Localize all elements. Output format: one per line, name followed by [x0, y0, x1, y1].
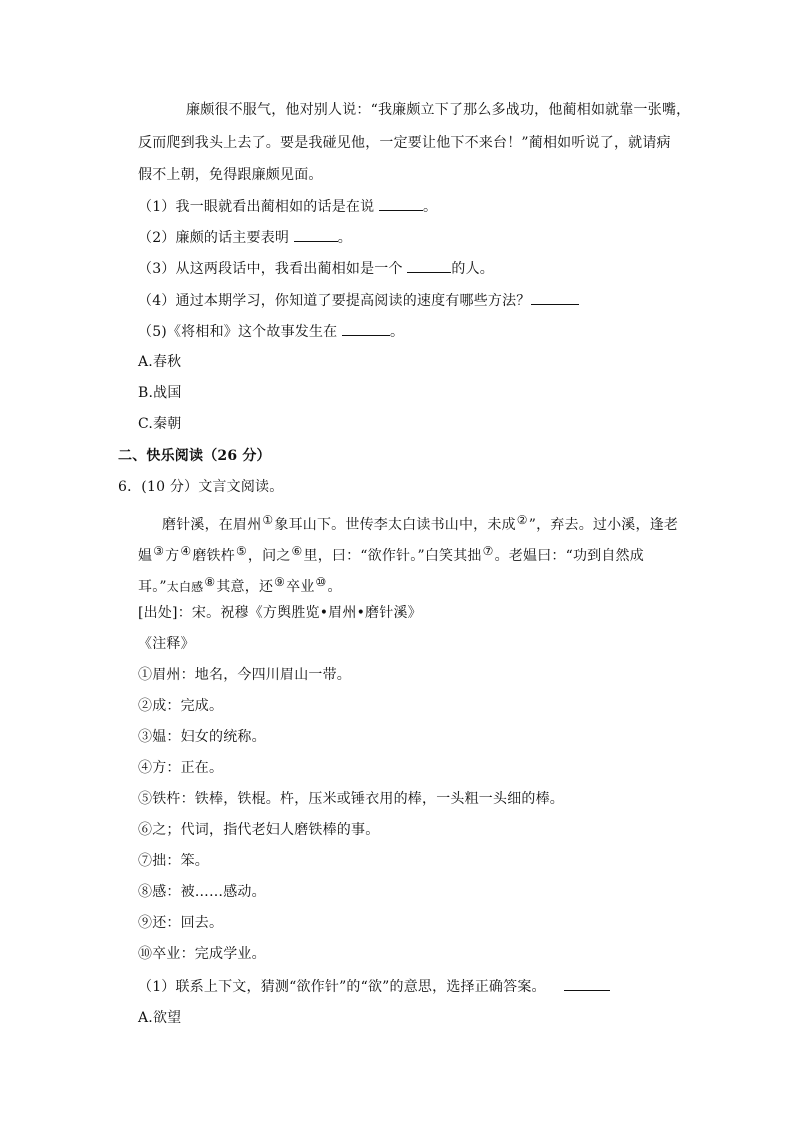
text-span: 其意，还: [216, 579, 274, 595]
text-span: 太白感: [166, 580, 204, 594]
note-mark: ⑩: [315, 575, 327, 589]
question-tail: 。: [390, 324, 405, 340]
text-span: 磨铁杵: [192, 548, 235, 564]
text-span: 耳。”: [138, 579, 167, 595]
option-a[interactable]: A.欲望: [138, 1010, 182, 1026]
answer-blank[interactable]: [564, 976, 610, 991]
note-5: ⑤铁杵：铁棒，铁棍。杵，压米或锤衣用的棒，一头粗一头细的棒。: [138, 791, 564, 807]
question-text: （1）我一眼就看出蔺相如的话是在说: [138, 199, 375, 215]
text-span: 象耳山下。世传李太白读书山中，未成: [274, 517, 516, 533]
question-text: （3）从这两段话中，我看出蔺相如是一个: [138, 261, 403, 277]
text-span: 方: [165, 548, 180, 564]
option-c[interactable]: C.秦朝: [138, 416, 182, 432]
question-tail: 。: [337, 230, 352, 246]
classical-text-line-2: [138, 541, 644, 566]
note-10: ⑩卒业：完成学业。: [138, 946, 266, 962]
text-span: ，问之: [247, 548, 291, 564]
note-mark: ⑥: [291, 544, 303, 558]
classical-text-line-1: 磨针溪，在眉州①象耳山下。世传李太白读书山中，未成②”，弃去。过小溪，逢老: [162, 513, 679, 533]
passage-line-3: 假不上朝，免得跟廉颇见面。: [138, 167, 323, 183]
text-span: 卒业: [286, 579, 315, 595]
note-9: ⑨还：回去。: [138, 915, 224, 931]
question-tail: 的人。: [451, 261, 494, 277]
question-6-header: 6．(10 分）文言文阅读。: [118, 479, 284, 495]
note-2: ②成：完成。: [138, 698, 224, 714]
note-mark: ⑧: [204, 575, 216, 589]
note-8: ⑧感：被……感动。: [138, 884, 266, 900]
note-mark: ⑦: [482, 544, 494, 558]
classical-text-line-3: [138, 572, 342, 597]
note-6: ⑥之；代词，指代老妇人磨铁棒的事。: [138, 822, 380, 838]
question-text: （5)《将相和》这个故事发生在: [138, 324, 338, 340]
text-span: 。: [327, 579, 342, 595]
note-mark: ④: [180, 544, 192, 558]
text-span: 里，曰：“欲作针。”白笑其拙: [303, 548, 482, 564]
question-1-2: [138, 227, 352, 248]
question-text: （2）廉颇的话主要表明: [138, 230, 290, 246]
answer-blank[interactable]: [531, 290, 579, 305]
question-1-3: [138, 258, 494, 279]
note-mark: ③: [153, 544, 165, 558]
note-7: ⑦拙：笨。: [138, 853, 209, 869]
answer-blank[interactable]: [407, 258, 451, 273]
text-span: 媪: [138, 548, 153, 564]
question-tail: 。: [422, 199, 438, 215]
answer-blank[interactable]: [294, 227, 338, 242]
note-mark: ①: [262, 513, 274, 527]
question-6-1: [138, 976, 610, 997]
option-b[interactable]: B.战国: [138, 385, 182, 401]
text-span: ，弃去。过小溪，逢老: [536, 517, 679, 533]
text-span: 。老媪曰：“功到自然成: [494, 548, 644, 564]
note-4: ④方：正在。: [138, 760, 224, 776]
passage-line-1: 廉颇很不服气，他对别人说：“我廉颇立下了那么多战功，他蔺相如就靠一张嘴，: [186, 102, 691, 118]
source-line: [出处]：宋。祝穆《方舆胜览•眉州•磨针溪》: [138, 605, 422, 621]
note-1: ①眉州：地名，今四川眉山一带。: [138, 667, 351, 683]
answer-blank[interactable]: [342, 321, 390, 336]
option-a[interactable]: A.春秋: [138, 354, 182, 370]
note-mark: ②: [516, 513, 528, 527]
question-text: （1）联系上下文，猜测“欲作针”的“欲”的意思，选择正确答案。: [138, 979, 546, 995]
note-mark: ⑤: [235, 544, 247, 558]
note-3: ③媪：妇女的统称。: [138, 729, 266, 745]
question-text: （4）通过本期学习，你知道了要提高阅读的速度有哪些方法？: [138, 293, 531, 309]
text-span: 磨针溪，在眉州: [162, 517, 262, 533]
answer-blank[interactable]: [379, 196, 423, 211]
question-1-5: [138, 321, 404, 342]
question-1-1: [138, 196, 437, 217]
notes-title: 《注释》: [138, 636, 195, 652]
note-mark: ⑨: [274, 575, 286, 589]
passage-line-2: 反而爬到我头上去了。要是我碰见他，一定要让他下不来台！”蔺相如听说了，就请病: [138, 135, 671, 151]
section-2-title: 二、快乐阅读（26 分）: [118, 448, 271, 464]
question-1-4: [138, 290, 579, 311]
